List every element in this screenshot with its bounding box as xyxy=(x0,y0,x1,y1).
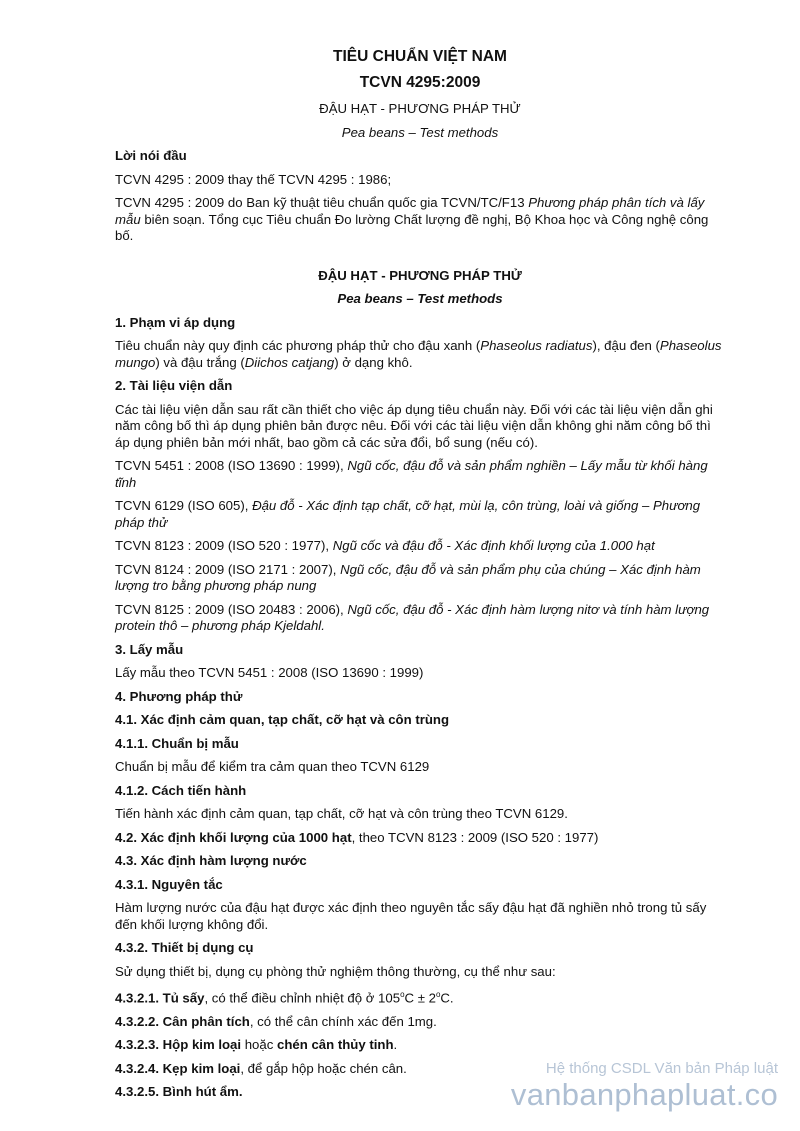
ref-code: TCVN 8123 : 2009 (ISO 520 : 1977), xyxy=(115,538,333,553)
ref-title: Ngũ cốc, đậu đỗ và sản phẩm phụ của chúng – Xác định hàm lượng tro bằng phương pháp nung xyxy=(115,561,701,593)
main-title-en: Pea beans – Test methods xyxy=(337,291,503,306)
section-4-2 xyxy=(115,830,725,847)
degree-sup: o xyxy=(435,990,441,999)
watermark-line-2: vanbanphapluat.co xyxy=(510,1077,778,1112)
section-4-1-1-text: Chuẩn bị mẫu để kiểm tra cảm quan theo TCVN 6129 xyxy=(115,759,430,774)
document-page xyxy=(115,44,725,1101)
doc-title: TIÊU CHUẨN VIỆT NAM xyxy=(333,48,507,65)
section-2-heading: 2. Tài liệu viện dẫn xyxy=(115,378,233,393)
ref-code: TCVN 8124 : 2009 (ISO 2171 : 2007), xyxy=(115,561,341,577)
e3-end: . xyxy=(393,1037,398,1053)
section-4-3-2-heading: 4.3.2. Thiết bị dụng cụ xyxy=(115,940,254,955)
e1-bold: 4.3.2.1. Tủ sấy xyxy=(115,990,205,1006)
s1-t3: ) và đậu trắng ( xyxy=(155,354,245,370)
s1-t4: ) ở dạng khô. xyxy=(334,354,413,370)
s1-i1: Phaseolus radiatus xyxy=(480,338,593,353)
s1-i3: Diichos catjang xyxy=(244,354,335,370)
e2-rest: , có thể cân chính xác đến 1mg. xyxy=(249,1013,437,1029)
section-4-1-heading: 4.1. Xác định cảm quan, tạp chất, cỡ hạt và côn trùng xyxy=(115,712,450,727)
reference-item xyxy=(115,538,725,555)
ref-title: Ngũ cốc, đậu đỗ - Xác định hàm lượng nitơ và tính hàm lượng protein thô – phương pháp Kjeldahl. xyxy=(115,601,710,633)
s1-i2: Phaseolus mungo xyxy=(115,338,722,370)
equipment-item xyxy=(115,987,725,1007)
foreword-p2-c: biên soạn. Tổng cục Tiêu chuẩn Đo lường Chất lượng đề nghị, Bộ Khoa học và Công nghệ công bố. xyxy=(115,211,709,243)
ref-title: Ngũ cốc và đậu đỗ - Xác định khối lượng của 1.000 hạt xyxy=(332,538,655,553)
section-4-1-2-text: Tiến hành xác định cảm quan, tạp chất, cỡ hạt và côn trùng theo TCVN 6129. xyxy=(115,806,568,821)
section-4-3-1-text: Hàm lượng nước của đậu hạt được xác định theo nguyên tắc sấy đậu hạt đã nghiền nhỏ trong tủ sấy đến khối lượng không đổi. xyxy=(115,900,707,932)
ref-title: Ngũ cốc, đậu đỗ và sản phẩm nghiền – Lấy mẫu từ khối hàng tĩnh xyxy=(115,458,708,490)
e4-bold: 4.3.2.4. Kẹp kim loại xyxy=(115,1060,241,1076)
doc-name: ĐẬU HẠT - PHƯƠNG PHÁP THỬ xyxy=(319,101,521,116)
reference-item xyxy=(115,602,725,635)
section-4-heading: 4. Phương pháp thử xyxy=(115,688,243,704)
section-4-1-1-heading: 4.1.1. Chuẩn bị mẫu xyxy=(115,735,239,751)
section-3-text: Lấy mẫu theo TCVN 5451 : 2008 (ISO 13690 : 1999) xyxy=(115,665,424,680)
foreword-p2-a: TCVN 4295 : 2009 do Ban kỹ thuật tiêu chuẩn quốc gia TCVN/TC/F13 xyxy=(115,195,529,210)
equipment-item xyxy=(115,1014,725,1031)
reference-item xyxy=(115,562,725,595)
section-1-text xyxy=(115,338,725,371)
foreword-p2 xyxy=(115,195,725,245)
section-4-1-2-heading: 4.1.2. Cách tiến hành xyxy=(115,782,247,798)
section-1-heading: 1. Phạm vi áp dụng xyxy=(115,314,236,330)
ref-code: TCVN 8125 : 2009 (ISO 20483 : 2006), xyxy=(115,601,348,617)
watermark-line-1: Hệ thống CSDL Văn bản Pháp luật xyxy=(545,1060,778,1077)
reference-item xyxy=(115,498,725,531)
e1-c: C. xyxy=(440,990,454,1006)
main-title: ĐẬU HẠT - PHƯƠNG PHÁP THỬ xyxy=(318,267,522,283)
foreword-heading: Lời nói đầu xyxy=(115,148,187,163)
section-3-heading: 3. Lấy mẫu xyxy=(115,641,184,657)
s1-t2: ), đậu đen ( xyxy=(592,338,660,353)
equipment-item xyxy=(115,1037,725,1054)
doc-name-en: Pea beans – Test methods xyxy=(341,124,499,140)
ref-title: Đậu đỗ - Xác định tạp chất, cỡ hạt, mùi lạ, côn trùng, loài và giống – Phương pháp thử xyxy=(115,498,701,530)
e2-bold: 4.3.2.2. Cân phân tích xyxy=(115,1013,250,1029)
degree-sup: o xyxy=(400,990,405,999)
s1-t1: Tiêu chuẩn này quy định các phương pháp thử cho đậu xanh ( xyxy=(115,338,481,353)
doc-code: TCVN 4295:2009 xyxy=(359,74,481,91)
foreword-p1: TCVN 4295 : 2009 thay thế TCVN 4295 : 1986; xyxy=(115,171,392,187)
section-4-3-1-heading: 4.3.1. Nguyên tắc xyxy=(115,876,223,892)
ref-code: TCVN 5451 : 2008 (ISO 13690 : 1999), xyxy=(115,458,348,473)
e1-a: , có thể điều chỉnh nhiệt độ ở 105 xyxy=(204,990,401,1006)
section-2-intro: Các tài liệu viện dẫn sau rất cần thiết cho việc áp dụng tiêu chuẩn này. Đối với các tài liệu viện dẫn ghi năm công bố thì áp dụng phiên bản được nêu. Đối với các tài liệu viện dẫn không ghi năm công bố thì áp dụng phiên bản mới nhất, bao gồm cả các sửa đổi, bổ sung (nếu có). xyxy=(115,401,713,450)
e3-bold2: chén cân thủy tinh xyxy=(277,1037,394,1053)
s42-rest: , theo TCVN 8123 : 2009 (ISO 520 : 1977) xyxy=(351,829,599,845)
section-4-3-heading: 4.3. Xác định hàm lượng nước xyxy=(115,853,307,868)
section-4-3-2-text: Sử dụng thiết bị, dụng cụ phòng thử nghiệm thông thường, cụ thể như sau: xyxy=(115,963,556,979)
foreword-p2-b: Phương pháp phân tích và lấy mẫu xyxy=(115,195,705,227)
reference-item xyxy=(115,458,725,491)
e3-bold1: 4.3.2.3. Hộp kim loại xyxy=(115,1037,242,1053)
e3-mid: hoặc xyxy=(241,1037,277,1053)
watermark xyxy=(511,1060,778,1112)
e1-b: C ± 2 xyxy=(404,990,436,1006)
ref-code: TCVN 6129 (ISO 605), xyxy=(115,498,253,513)
equipment-item: 4.3.2.5. Bình hút ẩm. xyxy=(115,1084,243,1100)
s42-bold: 4.2. Xác định khối lượng của 1000 hạt xyxy=(115,829,352,845)
e4-rest: , để gắp hộp hoặc chén cân. xyxy=(240,1060,407,1076)
